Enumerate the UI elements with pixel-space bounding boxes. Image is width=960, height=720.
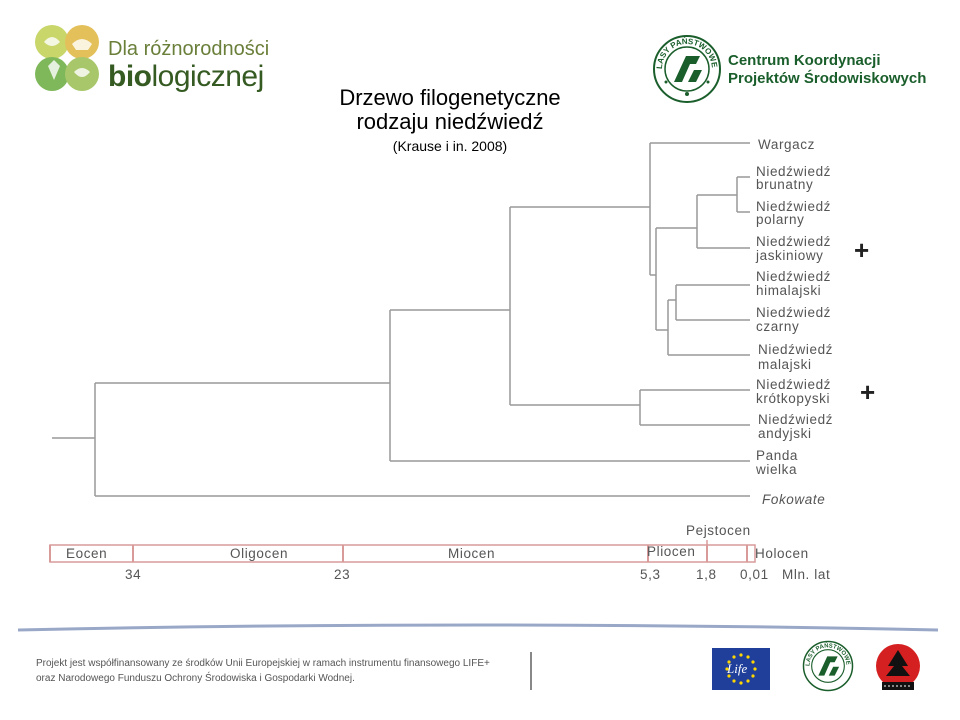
taxon-andyjski-l2: andyjski	[758, 426, 812, 441]
tick-label-5-3: 5,3	[640, 567, 661, 582]
taxon-polarny-l2: polarny	[756, 212, 805, 227]
logo-line2-rest: logicznej	[151, 60, 264, 93]
taxon-panda-l1: Panda	[756, 448, 799, 463]
footer-divider	[18, 622, 938, 636]
footer-line2: oraz Narodowego Funduszu Ochrony Środowiska i Gospodarki Wodnej.	[36, 673, 355, 684]
lp-small-ring-text: LASY PAŃSTWOWE	[805, 643, 851, 667]
tick-label-23: 23	[334, 567, 351, 582]
taxa-labels	[755, 137, 833, 507]
epoch-pliocen: Pliocen	[647, 544, 696, 559]
taxon-wargacz: Wargacz	[758, 137, 815, 152]
eu-life-label: Life	[727, 661, 748, 676]
epoch-holocen: Holocen	[755, 546, 809, 561]
taxon-brunatny-l2: brunatny	[756, 177, 814, 192]
lasy-panstwowe-small-logo-icon	[802, 640, 854, 692]
taxon-jaskiniowy-l1: Niedźwiedź	[756, 234, 832, 249]
title-line2: rodzaju niedźwiedź	[356, 109, 544, 134]
tick-label-0-01: 0,01	[740, 567, 769, 582]
taxon-malajski-l1: Niedźwiedź	[758, 342, 834, 357]
timescale	[50, 523, 830, 582]
taxon-himalajski-l2: himalajski	[756, 283, 822, 298]
taxon-krotkopyski-l1: Niedźwiedź	[756, 377, 832, 392]
epoch-eocen: Eocen	[66, 546, 108, 561]
title-citation: (Krause i in. 2008)	[392, 138, 508, 154]
extinct-mark-krotkopyski: +	[860, 377, 876, 407]
footer-separator	[530, 652, 532, 690]
taxon-polarny-l1: Niedźwiedź	[756, 199, 832, 214]
taxon-himalajski-l1: Niedźwiedź	[756, 269, 832, 284]
logo-line1: Dla różnorodności	[108, 38, 270, 60]
epoch-pejstocen: Pejstocen	[686, 523, 751, 538]
taxon-panda-l2: wielka	[756, 462, 798, 477]
lp-ring-text: LASY PAŃSTWOWE	[654, 36, 720, 70]
taxon-jaskiniowy-l2: jaskiniowy	[756, 248, 824, 263]
tick-label-34: 34	[125, 567, 142, 582]
title-line1: Drzewo filogenetyczne	[339, 85, 561, 110]
taxon-malajski-l2: malajski	[758, 357, 812, 372]
tree-branches	[52, 143, 750, 496]
taxon-czarny-l2: czarny	[756, 319, 800, 334]
tick-label-1-8: 1,8	[696, 567, 717, 582]
taxon-brunatny-l1: Niedźwiedź	[756, 164, 832, 179]
footer-line1: Projekt jest współfinansowany ze środków Unii Europejskiej w ramach instrumentu finansowego LIFE+	[36, 658, 490, 669]
extinct-marks	[854, 235, 875, 407]
epoch-miocen: Miocen	[448, 546, 496, 561]
taxon-czarny-l1: Niedźwiedź	[756, 305, 832, 320]
taxon-krotkopyski-l2: krótkopyski	[756, 391, 831, 406]
logo-line2-bold: bio	[108, 60, 152, 93]
footer-funding-text	[36, 656, 490, 686]
eu-life-logo	[712, 648, 770, 690]
ckps-line1: Centrum Koordynacji	[728, 52, 881, 69]
ckps-line2: Projektów Środowiskowych	[728, 70, 927, 87]
taxon-fokowate: Fokowate	[762, 492, 826, 507]
timescale-unit: Mln. lat	[782, 567, 831, 582]
nfosigw-logo-icon	[872, 642, 924, 694]
taxon-andyjski-l1: Niedźwiedź	[758, 412, 834, 427]
extinct-mark-jaskiniowy: +	[854, 235, 870, 265]
epoch-oligocen: Oligocen	[230, 546, 289, 561]
